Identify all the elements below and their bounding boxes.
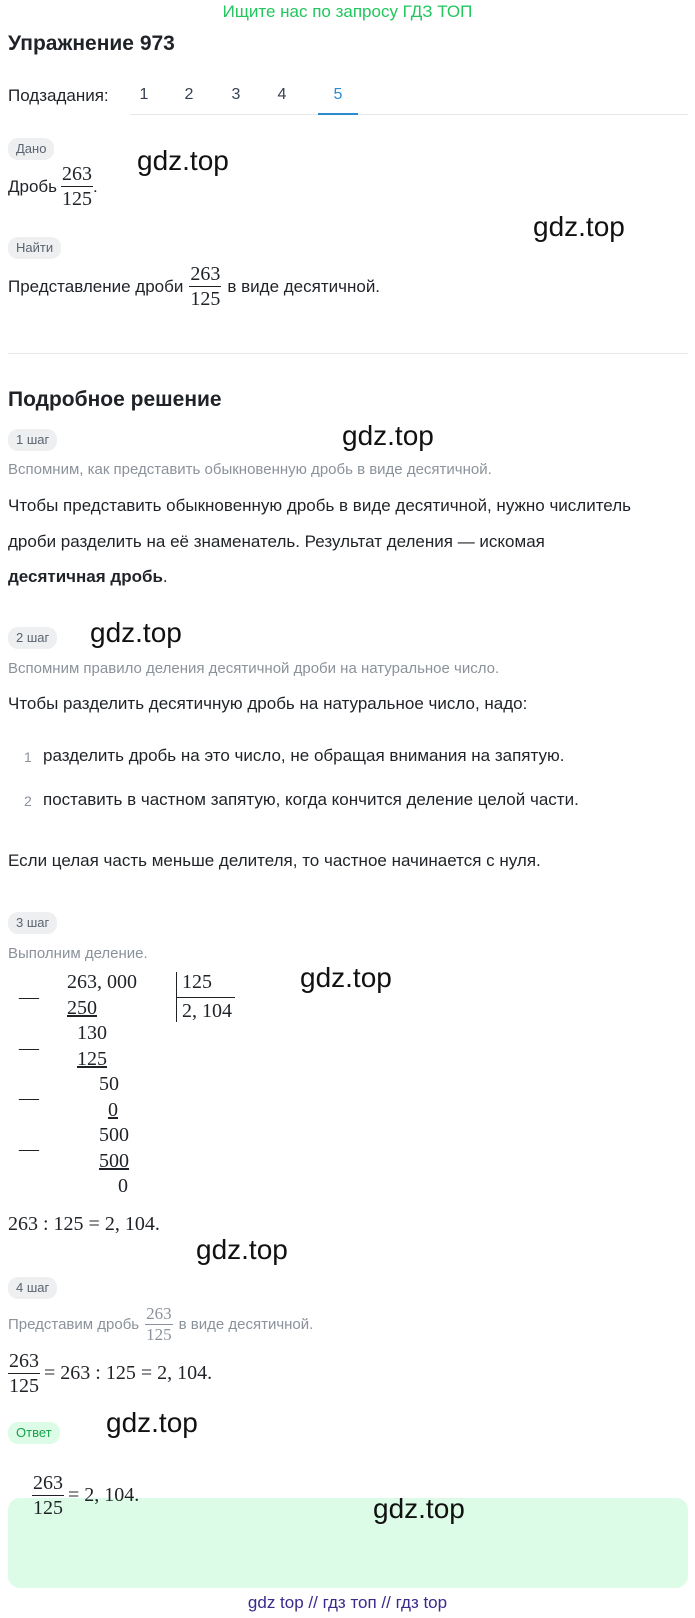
division-row-8: 0: [118, 1175, 128, 1197]
step2-hint: Вспомним правило деления десятичной дроби на натуральное число.: [8, 660, 500, 677]
tabs-divider: [130, 114, 688, 115]
step4-hint-numerator: 263: [146, 1304, 172, 1323]
division-row-6: 500: [99, 1124, 129, 1146]
given-numerator: 263: [62, 163, 93, 185]
find-badge: Найти: [8, 237, 61, 259]
step2-intro: Чтобы разделить десятичную дробь на натуральное число, надо:: [8, 694, 528, 713]
given-badge: Дано: [8, 138, 54, 160]
step3-result: 263 : 125 = 2, 104.: [8, 1213, 160, 1235]
watermark-8: gdz.top: [373, 1493, 465, 1524]
find-denominator: 125: [190, 288, 221, 310]
step2-note: Если целая часть меньше делителя, то частное начинается с нуля.: [8, 851, 541, 870]
division-minus-4: —: [19, 1138, 39, 1160]
given-fraction: [61, 162, 93, 211]
watermark-1: gdz.top: [137, 145, 229, 176]
page-title: Упражнение 973: [8, 32, 175, 55]
watermark-2: gdz.top: [533, 211, 625, 242]
step4-equation: [8, 1349, 212, 1398]
step3-hint: Выполним деление.: [8, 945, 148, 962]
watermark-3: gdz.top: [342, 420, 434, 451]
step4-hint-prefix: Представим дробь: [8, 1316, 140, 1333]
division-row-5: 0: [108, 1099, 118, 1121]
division-divisor: 125: [182, 971, 212, 993]
watermark-6: gdz.top: [196, 1234, 288, 1265]
division-minus-1: —: [19, 986, 39, 1008]
find-numerator: 263: [190, 263, 221, 285]
step1-bold-term: десятичная дробь: [8, 567, 163, 586]
solution-title: Подробное решение: [8, 388, 222, 411]
division-row-2: 130: [77, 1022, 107, 1044]
division-dividend: 263, 000: [67, 971, 137, 993]
answer-numerator: 263: [33, 1472, 63, 1494]
footer-links[interactable]: gdz top // гдз топ // гдз top: [247, 1593, 448, 1612]
division-row-4: 50: [99, 1073, 119, 1095]
step2-badge: 2 шаг: [8, 627, 57, 649]
tab-subtask-5[interactable]: 5: [333, 86, 343, 103]
step4-denominator: 125: [9, 1375, 39, 1397]
find-suffix: в виде десятичной.: [227, 276, 381, 296]
watermark-4: gdz.top: [90, 617, 182, 648]
watermark-5: gdz.top: [300, 962, 392, 993]
step4-badge: 4 шаг: [8, 1277, 57, 1299]
step2-item2-text: поставить в частном запятую, когда кончится деление целой части.: [43, 790, 579, 809]
division-minus-3: —: [19, 1087, 39, 1109]
step2-item1-text: разделить дробь на это число, не обращая внимания на запятую.: [43, 746, 565, 765]
step4-fraction: [8, 1349, 40, 1398]
step1-badge: 1 шаг: [8, 429, 57, 451]
step1-line2: дроби разделить на её знаменатель. Результат деления — искомая: [8, 532, 545, 551]
given-prefix: Дробь: [8, 176, 58, 196]
division-row-1: 250: [67, 997, 97, 1019]
division-quotient: 2, 104: [182, 1000, 232, 1022]
division-row-7: 500: [99, 1150, 129, 1172]
step4-eq-text: = 263 : 125 = 2, 104.: [44, 1362, 213, 1384]
section-divider: [8, 353, 688, 354]
given-line: [8, 162, 98, 211]
tab-subtask-2[interactable]: 2: [184, 86, 194, 103]
step1-hint: Вспомним, как представить обыкновенную дробь в виде десятичной.: [8, 461, 492, 478]
step4-numerator: 263: [9, 1350, 39, 1372]
answer-eq-text: = 2, 104.: [68, 1484, 140, 1506]
answer-badge: Ответ: [8, 1422, 60, 1444]
subtasks-label: Подзадания:: [8, 86, 109, 105]
given-denominator: 125: [62, 188, 93, 210]
tab-subtask-1[interactable]: 1: [139, 86, 149, 103]
top-banner[interactable]: Ищите нас по запросу ГДЗ ТОП: [222, 2, 473, 21]
step1-line1: Чтобы представить обыкновенную дробь в виде десятичной, нужно числитель: [8, 496, 631, 515]
watermark-7: gdz.top: [106, 1407, 198, 1438]
answer-equation: [32, 1471, 139, 1520]
division-minus-2: —: [19, 1037, 39, 1059]
step2-item1-number: 1: [24, 749, 32, 765]
active-tab-indicator: [318, 113, 358, 115]
find-prefix: Представление дроби: [8, 276, 184, 296]
step1-end: .: [162, 567, 168, 586]
answer-denominator: 125: [33, 1497, 63, 1519]
step3-badge: 3 шаг: [8, 912, 57, 934]
find-fraction: [189, 262, 221, 311]
tab-subtask-4[interactable]: 4: [277, 86, 287, 103]
step4-hint: [8, 1304, 313, 1345]
given-suffix: .: [93, 176, 98, 196]
find-line: [8, 262, 380, 311]
step4-hint-fraction: [145, 1304, 173, 1345]
answer-fraction: [32, 1471, 64, 1520]
step4-hint-suffix: в виде десятичной.: [178, 1316, 314, 1333]
step2-item2-number: 2: [24, 793, 32, 809]
division-row-3: 125: [77, 1048, 107, 1070]
step1-line3: [8, 567, 168, 587]
division-horizontal-bar: [177, 997, 235, 998]
step4-hint-denominator: 125: [146, 1325, 172, 1344]
tab-subtask-3[interactable]: 3: [231, 86, 241, 103]
